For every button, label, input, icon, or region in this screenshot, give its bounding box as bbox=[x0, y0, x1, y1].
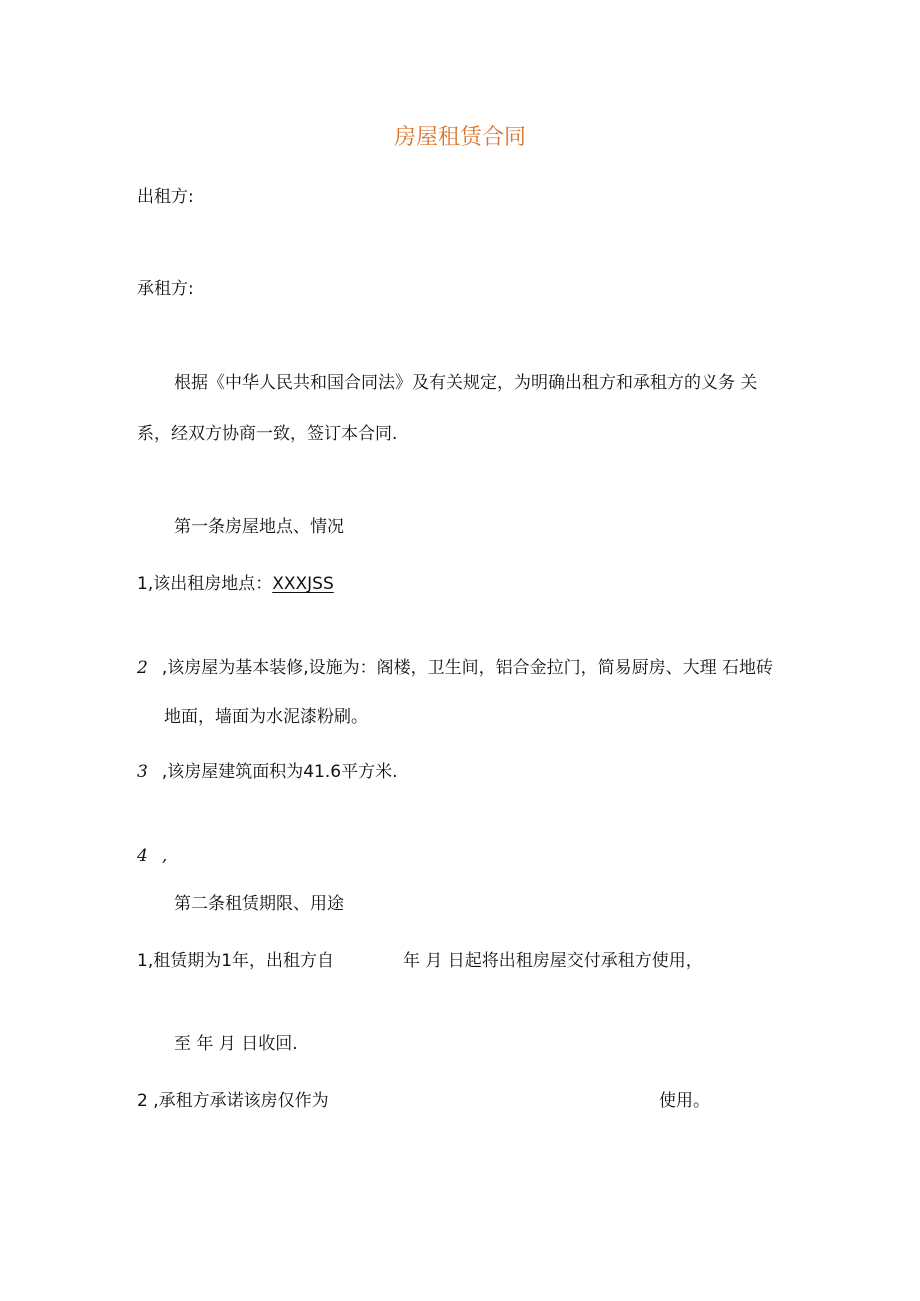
item-4-text: , bbox=[161, 846, 168, 866]
lessee-label: 承租方: bbox=[137, 279, 194, 299]
article-1-item-3 bbox=[137, 761, 398, 783]
article-1-heading: 第一条房屋地点、情况 bbox=[174, 517, 344, 537]
article-1-item-4 bbox=[137, 845, 181, 867]
contract-title: 房屋租赁合同 bbox=[393, 125, 526, 150]
intro-line-2: 系，经双方协商一致，签订本合同. bbox=[137, 424, 398, 444]
article-2-item-2-part-2: 使用。 bbox=[659, 1091, 710, 1111]
item-3-text: ,该房屋建筑面积为41.6平方米. bbox=[161, 762, 398, 782]
item-2-text: ,该房屋为基本装修,设施为：阁楼，卫生间，铝合金拉门，简易厨房、大理 石地砖 bbox=[161, 658, 774, 678]
item-3-number: 3 bbox=[137, 762, 148, 782]
article-2-item-1-cont: 至 年 月 日收回. bbox=[174, 1034, 298, 1054]
article-1-item-2 bbox=[137, 657, 773, 679]
item-2-number: 2 bbox=[137, 658, 148, 678]
intro-line-1: 根据《中华人民共和国合同法》及有关规定，为明确出租方和承租方的义务 关 bbox=[174, 373, 758, 393]
article-2-item-2-part-1: 2 ,承租方承诺该房仅作为 bbox=[137, 1091, 329, 1111]
item-4-number: 4 bbox=[137, 846, 148, 866]
article-2-item-1-part-2: 年 月 日起将出租房屋交付承租方使用， bbox=[403, 951, 703, 971]
article-2-heading: 第二条租赁期限、用途 bbox=[174, 894, 344, 914]
item-1-prefix: 1,该出租房地点： bbox=[137, 574, 273, 594]
article-2-item-1-part-1: 1,租赁期为1年，出租方自 bbox=[137, 951, 335, 971]
article-1-item-2-cont: 地面，墙面为水泥漆粉刷。 bbox=[164, 707, 368, 727]
rental-address-value: XXXJSS bbox=[272, 574, 334, 594]
lessor-label: 出租方: bbox=[137, 187, 194, 207]
article-1-item-1 bbox=[137, 573, 334, 595]
